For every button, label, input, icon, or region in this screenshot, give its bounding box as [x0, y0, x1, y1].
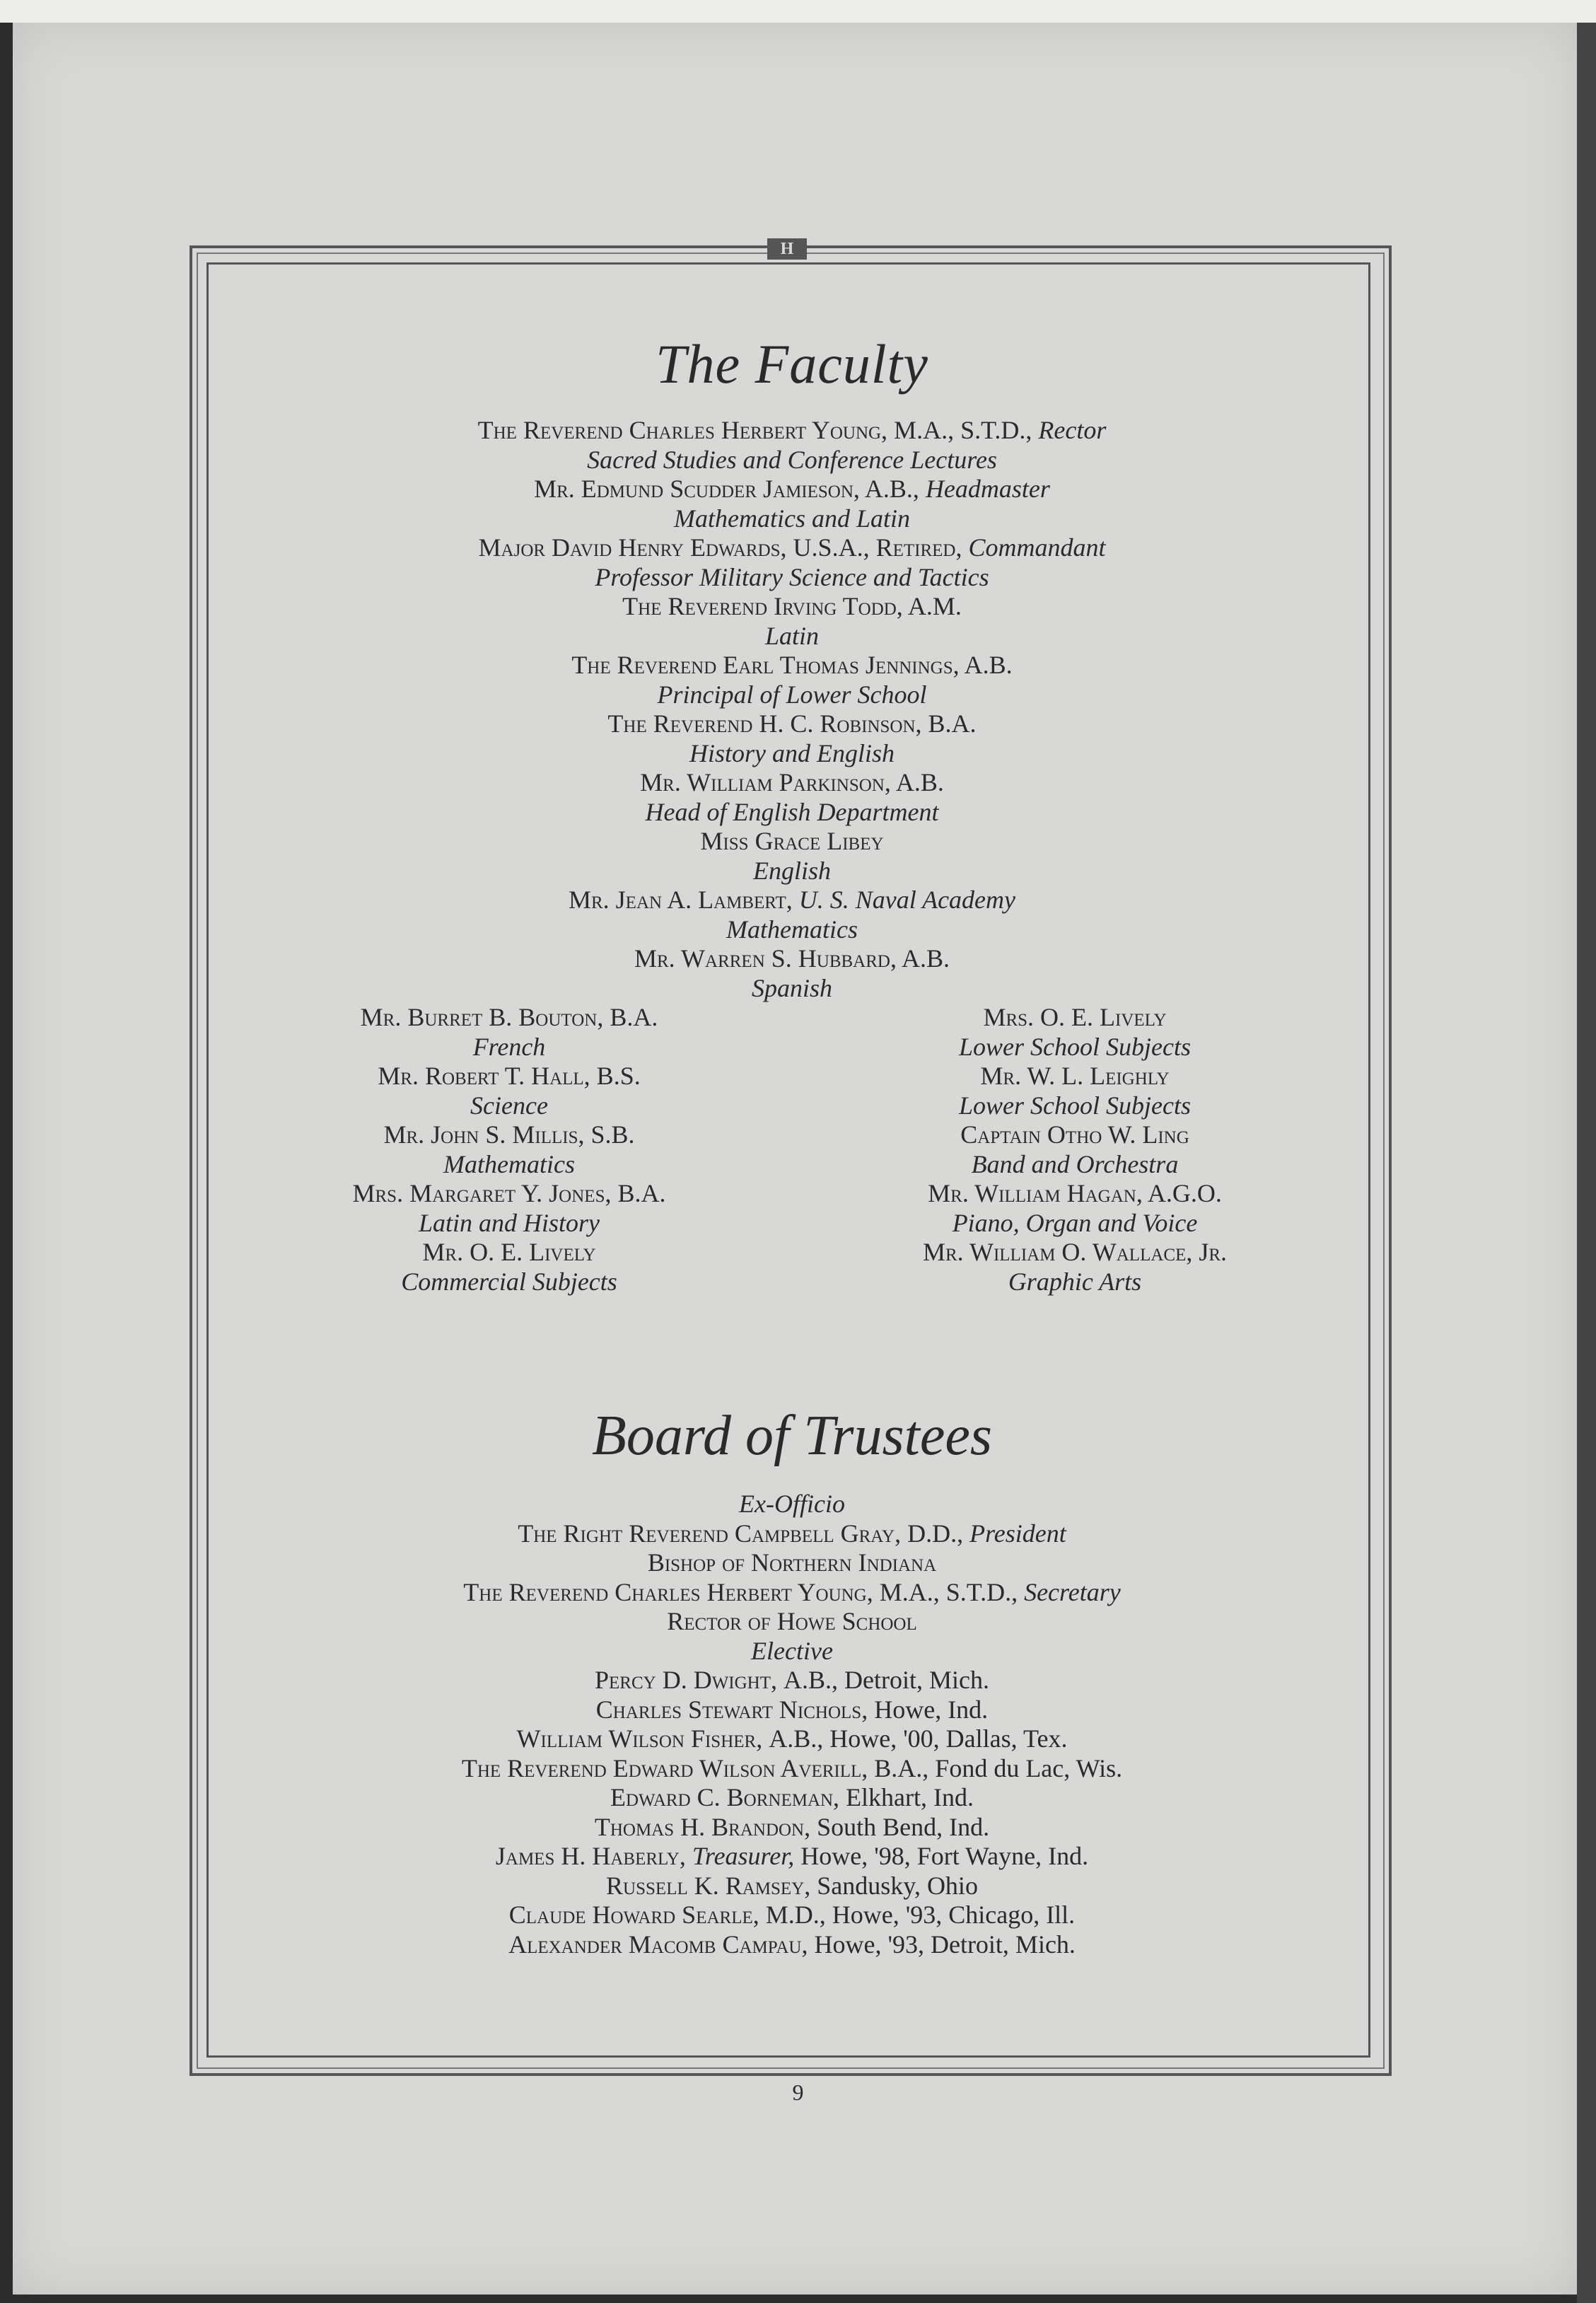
- trustee-name: Charles Stewart Nichols,: [595, 1695, 868, 1724]
- faculty-name: Mr. Edmund Scudder Jamieson, A.B.,: [534, 475, 919, 503]
- faculty-section: [233, 332, 1351, 1296]
- faculty-name: Miss Grace Libey: [700, 827, 884, 855]
- trustee-name: Thomas H. Brandon,: [594, 1812, 811, 1841]
- faculty-subject: Band and Orchestra: [971, 1149, 1179, 1178]
- trustee-entry: [233, 1724, 1351, 1754]
- faculty-columns: [233, 1003, 1351, 1296]
- faculty-entry: [233, 827, 1351, 857]
- trustee-title: Treasurer,: [692, 1842, 795, 1870]
- trustee-name: Russell K. Ramsey,: [606, 1871, 811, 1900]
- trustee-entry: [233, 1872, 1351, 1901]
- trustee-entry: [233, 1695, 1351, 1725]
- trustee-name: Alexander Macomb Campau,: [508, 1930, 808, 1959]
- faculty-subject: Latin and History: [418, 1208, 600, 1237]
- trustee-details: Howe, '98, Fort Wayne, Ind.: [800, 1842, 1089, 1870]
- faculty-name: Mr. William Parkinson, A.B.: [640, 768, 944, 796]
- book-edge: [1577, 23, 1596, 2303]
- trustee-name: Percy D. Dwight,: [595, 1666, 777, 1694]
- trustee-entry: [233, 1754, 1351, 1784]
- faculty-title: Commandant: [968, 533, 1106, 562]
- trustee-entry: [233, 1607, 1351, 1637]
- faculty-subject: English: [752, 856, 831, 885]
- faculty-name: Mr. Burret B. Bouton, B.A.: [360, 1003, 658, 1031]
- faculty-entry: [233, 709, 1351, 739]
- trustee-details: B.A., Fond du Lac, Wis.: [874, 1753, 1123, 1782]
- faculty-entry: [233, 651, 1351, 680]
- faculty-name: Major David Henry Edwards, U.S.A., Retired,: [478, 533, 962, 562]
- trustee-name: Claude Howard Searle,: [508, 1901, 759, 1929]
- faculty-heading: The Faculty: [656, 333, 928, 395]
- faculty-title: Headmaster: [925, 475, 1050, 503]
- faculty-name: The Reverend Irving Todd, A.M.: [622, 592, 962, 620]
- faculty-entry: [233, 533, 1351, 563]
- trustee-name: The Right Reverend Campbell Gray, D.D.,: [518, 1519, 964, 1548]
- faculty-entry: [233, 475, 1351, 504]
- faculty-name: Mrs. O. E. Lively: [983, 1003, 1167, 1031]
- trustee-entry: [233, 1548, 1351, 1578]
- faculty-name: Mrs. Margaret Y. Jones, B.A.: [352, 1179, 666, 1207]
- trustee-entry: [233, 1783, 1351, 1813]
- trustee-name: Bishop of Northern Indiana: [647, 1548, 937, 1577]
- faculty-entry: [233, 944, 1351, 974]
- faculty-name: Mr. O. E. Lively: [422, 1238, 596, 1266]
- trustees-heading: Board of Trustees: [592, 1405, 992, 1467]
- faculty-name: Mr. Warren S. Hubbard, A.B.: [634, 944, 950, 973]
- elective-label: Elective: [751, 1636, 833, 1665]
- trustee-name: Rector of Howe School: [667, 1607, 917, 1635]
- trustee-details: Elkhart, Ind.: [846, 1783, 974, 1811]
- faculty-name: Mr. William Hagan, A.G.O.: [928, 1179, 1222, 1207]
- trustee-entry: [233, 1930, 1351, 1960]
- trustee-details: Sandusky, Ohio: [817, 1871, 978, 1900]
- faculty-subject: Sacred Studies and Conference Lectures: [587, 445, 997, 474]
- faculty-subject: Science: [470, 1091, 548, 1120]
- faculty-title: U. S. Naval Academy: [798, 886, 1015, 914]
- faculty-subject: Lower School Subjects: [959, 1032, 1191, 1061]
- faculty-subject: Head of English Department: [645, 797, 939, 826]
- trustee-name: The Reverend Charles Herbert Young, M.A., S.T.D.,: [463, 1577, 1018, 1606]
- trustees-section: [233, 1404, 1351, 1959]
- trustee-entry: [233, 1842, 1351, 1872]
- faculty-subject: Mathematics: [726, 915, 858, 944]
- trustee-details: South Bend, Ind.: [817, 1812, 990, 1841]
- trustee-details: A.B., Detroit, Mich.: [784, 1666, 989, 1694]
- faculty-subject: Professor Military Science and Tactics: [595, 562, 989, 591]
- trustee-name: The Reverend Edward Wilson Averill,: [461, 1753, 868, 1782]
- faculty-name: Captain Otho W. Ling: [960, 1120, 1189, 1149]
- faculty-subject: Mathematics: [443, 1149, 575, 1178]
- faculty-name: Mr. John S. Millis, S.B.: [383, 1120, 635, 1149]
- scan-top-margin: [0, 0, 1596, 23]
- faculty-name: Mr. Robert T. Hall, B.S.: [378, 1062, 641, 1090]
- trustee-name: Edward C. Borneman,: [610, 1783, 840, 1811]
- ex-officio-label: Ex-Officio: [739, 1490, 845, 1518]
- trustee-details: M.D., Howe, '93, Chicago, Ill.: [765, 1901, 1076, 1929]
- trustee-details: A.B., Howe, '00, Dallas, Tex.: [769, 1724, 1068, 1753]
- trustee-entry: [233, 1578, 1351, 1608]
- faculty-entry: [233, 416, 1351, 446]
- faculty-name: The Reverend Charles Herbert Young, M.A., S.T.D.,: [477, 416, 1032, 444]
- faculty-subject: Piano, Organ and Voice: [952, 1208, 1198, 1237]
- faculty-name: Mr. William O. Wallace, Jr.: [922, 1238, 1228, 1266]
- trustee-entry: [233, 1813, 1351, 1843]
- faculty-subject: History and English: [689, 738, 895, 767]
- faculty-name: Mr. Jean A. Lambert,: [568, 886, 793, 914]
- faculty-left-column: [233, 1003, 785, 1296]
- faculty-subject: Principal of Lower School: [657, 680, 927, 709]
- faculty-name: The Reverend H. C. Robinson, B.A.: [607, 709, 977, 738]
- faculty-right-column: [799, 1003, 1351, 1296]
- trustee-entry: [233, 1666, 1351, 1695]
- faculty-title: Rector: [1038, 416, 1107, 444]
- elective-list: [233, 1666, 1351, 1959]
- faculty-name: Mr. W. L. Leighly: [980, 1062, 1170, 1090]
- faculty-subject: Lower School Subjects: [959, 1091, 1191, 1120]
- trustee-entry: [233, 1901, 1351, 1930]
- faculty-subject: Spanish: [751, 973, 832, 1002]
- trustee-entry: [233, 1519, 1351, 1549]
- page-number: 9: [792, 2079, 804, 2105]
- ex-officio-list: [233, 1519, 1351, 1637]
- trustee-title: Secretary: [1024, 1577, 1121, 1606]
- faculty-subject: Commercial Subjects: [401, 1267, 617, 1296]
- faculty-subject: Graphic Arts: [1008, 1267, 1142, 1296]
- faculty-subject: Mathematics and Latin: [674, 504, 910, 533]
- faculty-entry: [233, 592, 1351, 622]
- trustee-details: Howe, '93, Detroit, Mich.: [814, 1930, 1076, 1959]
- faculty-list: [233, 416, 1351, 1003]
- monogram-ornament: H: [767, 238, 807, 260]
- faculty-entry: [233, 886, 1351, 915]
- faculty-entry: [233, 768, 1351, 798]
- trustee-details: Howe, Ind.: [874, 1695, 989, 1724]
- faculty-name: The Reverend Earl Thomas Jennings, A.B.: [571, 651, 1013, 679]
- faculty-subject: Latin: [764, 621, 820, 650]
- faculty-subject: French: [472, 1032, 546, 1061]
- trustee-name: James H. Haberly,: [495, 1842, 686, 1870]
- trustee-title: President: [969, 1519, 1066, 1548]
- trustee-name: William Wilson Fisher,: [516, 1724, 763, 1753]
